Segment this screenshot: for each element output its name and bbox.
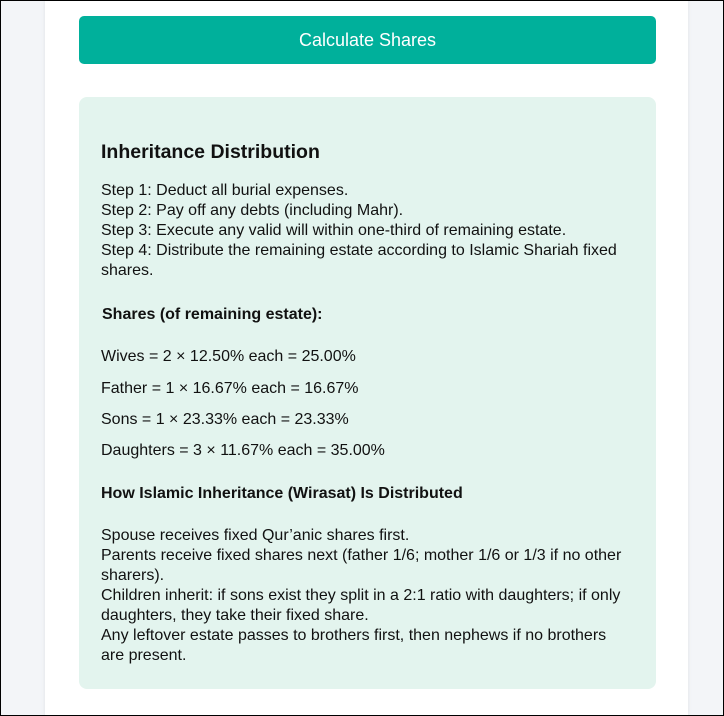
calculate-shares-button[interactable]: Calculate Shares — [79, 16, 656, 64]
result-title: Inheritance Distribution — [101, 141, 320, 163]
shares-heading: Shares (of remaining estate): — [102, 306, 323, 323]
share-father: Father = 1 × 16.67% each = 16.67% — [101, 380, 359, 397]
how-line-spouse: Spouse receives fixed Qur’anic shares first. — [101, 527, 410, 544]
step-3: Step 3: Execute any valid will within one-third of remaining estate. — [101, 222, 567, 239]
how-line-children: Children inherit: if sons exist they split in a 2:1 ratio with daughters; if only daughters, they take their fixed share. — [101, 587, 621, 624]
how-distributed-heading: How Islamic Inheritance (Wirasat) Is Distributed — [101, 485, 463, 502]
step-4: Step 4: Distribute the remaining estate according to Islamic Shariah fixed shares. — [101, 242, 617, 279]
how-line-parents: Parents receive fixed shares next (father 1/6; mother 1/6 or 1/3 if no other sharers). — [101, 547, 622, 584]
how-line-leftover: Any leftover estate passes to brothers first, then nephews if no brothers are present. — [101, 627, 607, 664]
steps-list — [101, 181, 621, 281]
share-daughters: Daughters = 3 × 11.67% each = 35.00% — [101, 442, 385, 459]
share-sons: Sons = 1 × 23.33% each = 23.33% — [101, 411, 349, 428]
step-1: Step 1: Deduct all burial expenses. — [101, 182, 349, 199]
result-panel — [79, 97, 656, 689]
share-wives: Wives = 2 × 12.50% each = 25.00% — [101, 348, 356, 365]
how-distributed-text — [101, 526, 631, 666]
step-2: Step 2: Pay off any debts (including Mahr). — [101, 202, 404, 219]
